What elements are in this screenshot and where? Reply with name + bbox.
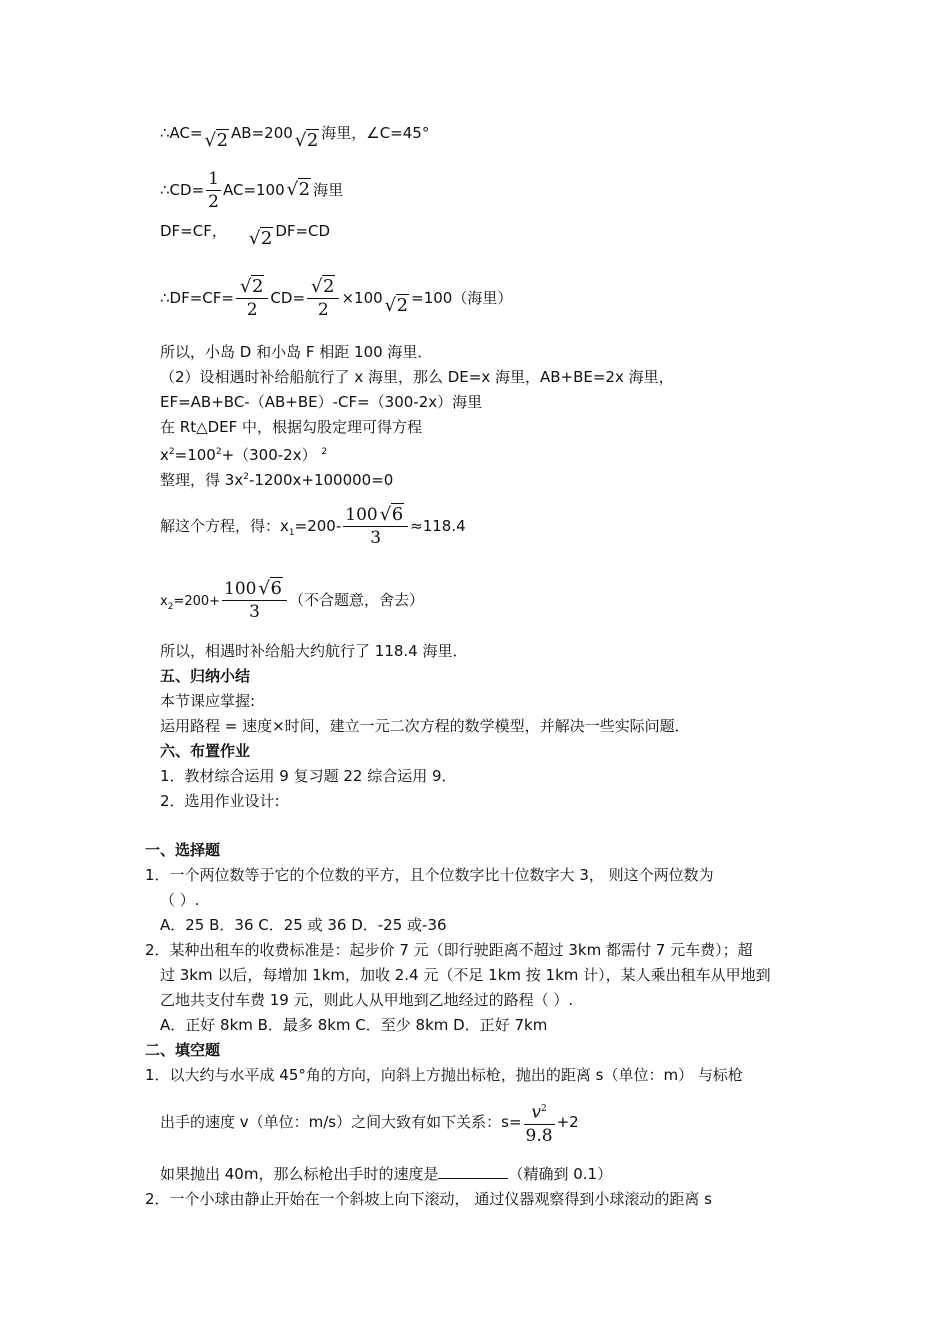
line-conclusion: 所以，相遇时补给船大约航行了 118.4 海里． [160, 642, 468, 660]
section-fill: 二、填空题 [145, 1041, 221, 1059]
text: 海里，∠C=45° [321, 124, 430, 142]
fill-question-2: 2．一个小球由静止开始在一个斜坡上向下滚动， 通过仪器观察得到小球滚动的距离 s [145, 1190, 712, 1208]
text: DF=CF， [160, 222, 227, 240]
sqrt-2: √ 2 [295, 130, 319, 152]
fraction-root2-over-2: √ $\frac{2}{2}$ [307, 276, 339, 321]
question-2-options: A．正好 8km B．最多 8km C．至少 8km D．正好 7km [160, 1016, 548, 1034]
line-rt: 在 Rt△DEF 中，根据勾股定理可得方程 [160, 418, 423, 436]
line-hw2: 2．选用作业设计: [160, 792, 280, 810]
text: ∴CD= [160, 181, 205, 199]
section-choice: 一、选择题 [145, 841, 221, 859]
text: ×100 [341, 289, 383, 307]
line-ef: EF=AB+BC-（AB+BE）-CF=（300-2x）海里 [160, 393, 483, 411]
fill-question-1: 1．以大约与水平成 45°角的方向，向斜上方抛出标枪，抛出的距离 s（单位：m） 与标枪 [145, 1066, 743, 1084]
line-simplify: 整理，得 $3x^2-1200x+100000=0$ [160, 471, 394, 489]
question-2-cont: 过 3km 以后，每增加 1km，加收 2.4 元（不足 1km 按 1km 计），某人乘出租车从甲地到 [160, 966, 771, 984]
text: AB=200 [231, 124, 293, 142]
line-equation: $x^2=100^2+(300-2x)$ $^2$ [160, 446, 328, 464]
question-2: 2．某种出租车的收费标准是：起步价 7 元（即行驶距离不超过 3km 都需付 7 元车费）；超 [145, 941, 753, 959]
line-dfcf [160, 276, 512, 321]
sqrt-2: √ 2 [205, 130, 229, 152]
fill-question-1-formula: 出手的速度 v（单位：m/s）之间大致有如下关系：s= $\frac{v^2}{9.8}$ +2 [160, 1098, 579, 1147]
text: 海里 [313, 181, 344, 199]
text: =100（海里） [411, 289, 513, 307]
line-hw1: 1．教材综合运用 9 复习题 22 综合运用 9． [160, 767, 457, 785]
line-cd [160, 168, 343, 213]
fraction-100root6-over-3: $\frac{100√ 6}{3}$ [222, 578, 287, 623]
section-homework: 六、布置作业 [160, 742, 251, 760]
line-master: 本节课应掌握: [160, 692, 256, 710]
text: ∴DF=CF= [160, 289, 234, 307]
line-part2: （2）设相遇时补给船航行了 x 海里，那么 DE=x 海里，AB+BE=2x 海里， [160, 368, 674, 386]
text: ∴AC= [160, 124, 203, 142]
fraction-v2-over-9.8: $\frac{v^2}{9.8}$ [524, 1098, 555, 1147]
sqrt-2: √ 2 [385, 295, 409, 317]
question-1-cont: （ ）. [160, 891, 200, 909]
line-df [160, 220, 331, 249]
line-distance: 所以，小岛 D 和小岛 F 相距 100 海里． [160, 343, 433, 361]
question-2-cont2: 乙地共支付车费 19 元，则此人从甲地到乙地经过的路程（ ）. [160, 991, 574, 1009]
line-x1: 解这个方程，得：$x_1=200-$ $\frac{100√ 6}{3}$ ≈118.4 [160, 504, 466, 549]
line-x2: $x_2=200+$ $\frac{100√ 6}{3}$ （不合题意，舍去） [160, 578, 424, 623]
question-1-options: A．25 B．36 C．25 或 36 D．-25 或-36 [160, 916, 447, 934]
fraction-100root6-over-3: $\frac{100√ 6}{3}$ [343, 504, 408, 549]
line-model: 运用路程 = 速度×时间，建立一元二次方程的数学模型，并解决一些实际问题． [160, 717, 690, 735]
answer-blank[interactable] [438, 1164, 508, 1179]
section-summary: 五、归纳小结 [160, 667, 251, 685]
text: AC=100 [222, 181, 285, 199]
sqrt-2: √ 2 [287, 179, 311, 201]
line-ac [160, 122, 430, 151]
fraction-root2-over-2: √ $\frac{2}{2}$ [236, 276, 268, 321]
fraction-half: $\frac{1}{2}$ [208, 169, 219, 212]
text: CD= [270, 289, 306, 307]
sqrt-2: √ 2 [249, 228, 273, 250]
text: DF=CD [275, 222, 331, 240]
question-1: 1．一个两位数等于它的个位数的平方，且个位数字比十位数字大 3， 则这个两位数为 [145, 866, 714, 884]
fill-question-1-ask: 如果抛出 40m，那么标枪出手时的速度是 （精确到 0.1） [160, 1165, 613, 1183]
